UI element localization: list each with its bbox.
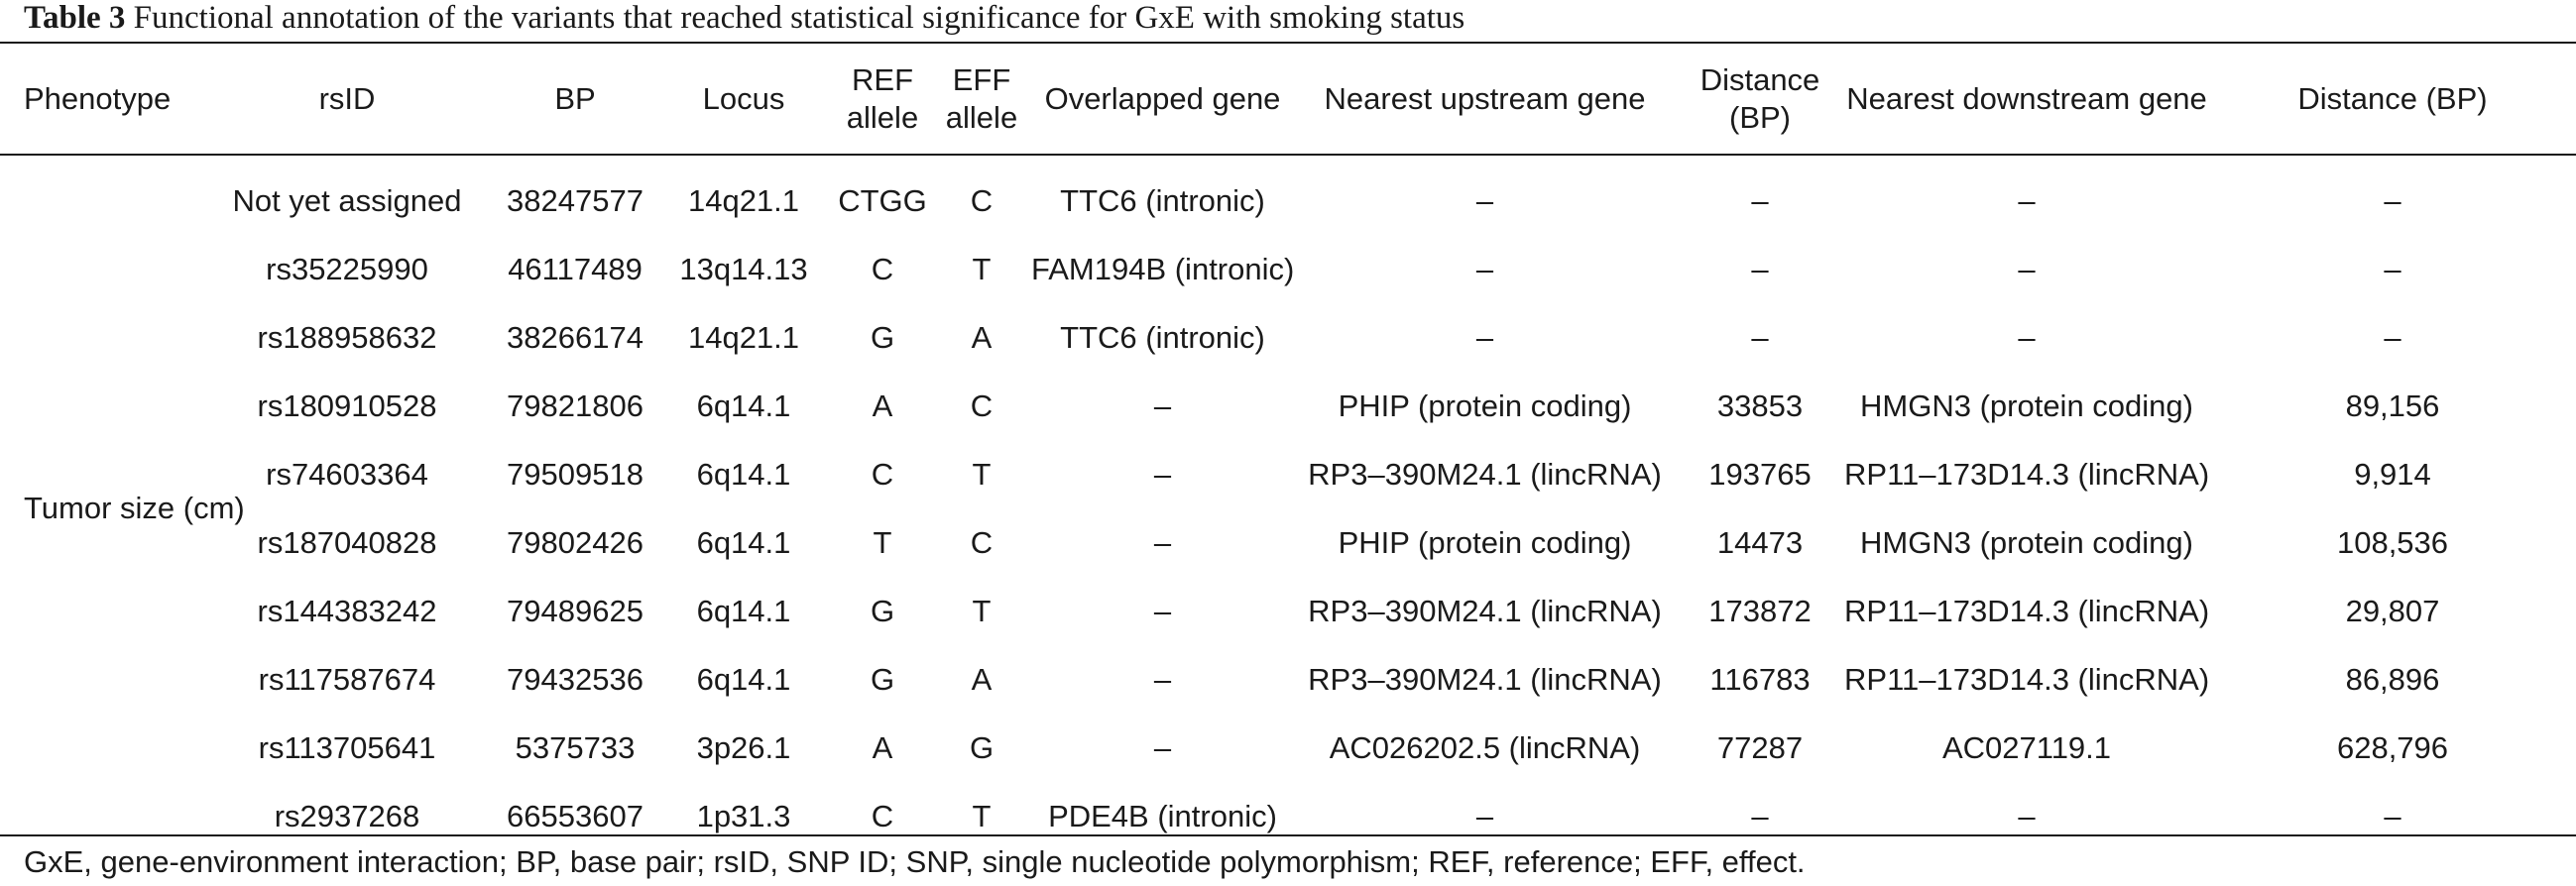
table-row bbox=[0, 782, 2576, 850]
cell-upstream-distance: 14473 bbox=[1716, 524, 1804, 560]
cell-eff-allele: A bbox=[971, 661, 993, 697]
cell-upstream-distance: 116783 bbox=[1709, 661, 1811, 697]
cell-upstream-distance: – bbox=[1751, 319, 1769, 355]
cell-locus: 6q14.1 bbox=[696, 661, 791, 697]
cell-ref-allele: A bbox=[872, 729, 893, 765]
cell-overlapped-gene: – bbox=[1153, 524, 1172, 560]
cell-downstream-gene: RP11–173D14.3 (lincRNA) bbox=[1844, 456, 2210, 492]
header-ref-allele: REF allele bbox=[846, 62, 919, 135]
header-overlapped-gene: Overlapped gene bbox=[1044, 81, 1281, 116]
cell-downstream-gene: – bbox=[2018, 251, 2036, 286]
cell-downstream-distance: 9,914 bbox=[2354, 456, 2431, 492]
cell-eff-allele: A bbox=[971, 319, 993, 355]
cell-rsid: rs144383242 bbox=[257, 593, 437, 628]
cell-ref-allele: C bbox=[871, 798, 894, 833]
cell-bp: 79802426 bbox=[507, 524, 644, 560]
cell-downstream-gene: – bbox=[2018, 798, 2036, 833]
cell-ref-allele: G bbox=[870, 593, 895, 628]
cell-overlapped-gene: – bbox=[1153, 388, 1172, 423]
table-caption bbox=[24, 0, 2562, 40]
cell-eff-allele: G bbox=[969, 729, 995, 765]
cell-locus: 14q21.1 bbox=[687, 182, 800, 218]
table-body bbox=[0, 153, 2576, 850]
cell-downstream-gene: – bbox=[2018, 319, 2036, 355]
table-row bbox=[0, 508, 2576, 577]
cell-bp: 79509518 bbox=[507, 456, 644, 492]
cell-upstream-gene: – bbox=[1475, 319, 1494, 355]
cell-eff-allele: T bbox=[972, 251, 992, 286]
header-phenotype: Phenotype bbox=[24, 81, 172, 116]
header-bp: BP bbox=[554, 81, 596, 116]
cell-ref-allele: CTGG bbox=[838, 182, 927, 218]
cell-rsid: rs74603364 bbox=[266, 456, 428, 492]
cell-upstream-gene: RP3–390M24.1 (lincRNA) bbox=[1308, 456, 1662, 492]
annotation-table bbox=[0, 46, 2576, 850]
cell-ref-allele: G bbox=[870, 661, 895, 697]
cell-downstream-distance: 628,796 bbox=[2336, 729, 2449, 765]
header-downstream-gene: Nearest downstream gene bbox=[1846, 81, 2207, 116]
cell-bp: 79432536 bbox=[507, 661, 644, 697]
cell-upstream-gene: AC026202.5 (lincRNA) bbox=[1329, 729, 1641, 765]
cell-rsid: rs2937268 bbox=[274, 798, 420, 833]
cell-downstream-distance: – bbox=[2384, 182, 2401, 218]
table-row bbox=[0, 440, 2576, 508]
table-row bbox=[0, 645, 2576, 714]
cell-upstream-distance: 33853 bbox=[1716, 388, 1804, 423]
table-row bbox=[0, 303, 2576, 372]
cell-locus: 6q14.1 bbox=[696, 456, 791, 492]
cell-eff-allele: C bbox=[970, 388, 994, 423]
header-upstream-distance: Distance (BP) bbox=[1699, 62, 1820, 135]
cell-downstream-gene: RP11–173D14.3 (lincRNA) bbox=[1844, 593, 2210, 628]
cell-upstream-gene: RP3–390M24.1 (lincRNA) bbox=[1308, 661, 1662, 697]
cell-ref-allele: A bbox=[872, 388, 893, 423]
cell-bp: 38266174 bbox=[507, 319, 644, 355]
cell-downstream-distance: – bbox=[2384, 798, 2401, 833]
header-locus: Locus bbox=[702, 81, 785, 116]
cell-upstream-distance: – bbox=[1751, 798, 1769, 833]
cell-rsid: rs117587674 bbox=[258, 661, 436, 697]
cell-ref-allele: G bbox=[870, 319, 895, 355]
cell-downstream-distance: 29,807 bbox=[2345, 593, 2440, 628]
table-row bbox=[0, 714, 2576, 782]
table-row bbox=[0, 577, 2576, 645]
cell-rsid: rs113705641 bbox=[258, 729, 436, 765]
cell-overlapped-gene: TTC6 (intronic) bbox=[1060, 182, 1265, 218]
cell-rsid: Not yet assigned bbox=[232, 182, 462, 218]
cell-downstream-distance: – bbox=[2384, 319, 2401, 355]
cell-overlapped-gene: – bbox=[1153, 661, 1172, 697]
table-title: Functional annotation of the variants that reached statistical significance for GxE with smoking status bbox=[125, 0, 1465, 36]
cell-eff-allele: T bbox=[972, 593, 992, 628]
cell-rsid: rs180910528 bbox=[257, 388, 437, 423]
cell-overlapped-gene: – bbox=[1153, 593, 1172, 628]
cell-bp: 46117489 bbox=[508, 251, 643, 286]
cell-overlapped-gene: TTC6 (intronic) bbox=[1060, 319, 1265, 355]
cell-bp: 5375733 bbox=[515, 729, 636, 765]
cell-eff-allele: T bbox=[972, 456, 992, 492]
cell-overlapped-gene: FAM194B (intronic) bbox=[1031, 251, 1295, 286]
table-row bbox=[0, 372, 2576, 440]
cell-upstream-gene: – bbox=[1475, 182, 1494, 218]
cell-downstream-distance: 86,896 bbox=[2345, 661, 2440, 697]
cell-locus: 6q14.1 bbox=[696, 524, 791, 560]
cell-eff-allele: T bbox=[972, 798, 992, 833]
header-eff-allele: EFF allele bbox=[945, 62, 1018, 135]
cell-upstream-distance: – bbox=[1751, 182, 1769, 218]
cell-locus: 14q21.1 bbox=[687, 319, 800, 355]
cell-bp: 79489625 bbox=[507, 593, 644, 628]
cell-locus: 1p31.3 bbox=[696, 798, 791, 833]
cell-downstream-distance: 89,156 bbox=[2345, 388, 2440, 423]
cell-upstream-gene: – bbox=[1475, 798, 1494, 833]
cell-downstream-gene: – bbox=[2018, 182, 2036, 218]
cell-overlapped-gene: – bbox=[1153, 729, 1172, 765]
cell-locus: 3p26.1 bbox=[696, 729, 791, 765]
cell-downstream-distance: 108,536 bbox=[2336, 524, 2449, 560]
cell-ref-allele: C bbox=[871, 251, 894, 286]
cell-downstream-distance: – bbox=[2384, 251, 2401, 286]
cell-rsid: rs187040828 bbox=[257, 524, 437, 560]
table-row bbox=[0, 153, 2576, 235]
cell-downstream-gene: HMGN3 (protein coding) bbox=[1860, 388, 2193, 423]
cell-ref-allele: C bbox=[871, 456, 894, 492]
table-footnote: GxE, gene-environment interaction; BP, base pair; rsID, SNP ID; SNP, single nucleotide polymorphism; REF, reference; EFF, effect. bbox=[24, 844, 1806, 879]
header-row bbox=[0, 46, 2576, 153]
cell-overlapped-gene: – bbox=[1153, 456, 1172, 492]
top-rule bbox=[0, 42, 2576, 44]
cell-downstream-gene: AC027119.1 bbox=[1941, 729, 2112, 765]
cell-bp: 38247577 bbox=[507, 182, 644, 218]
table-row bbox=[0, 235, 2576, 303]
phenotype-cell: Tumor size (cm) bbox=[24, 491, 245, 525]
cell-rsid: rs35225990 bbox=[266, 251, 428, 286]
cell-bp: 66553607 bbox=[507, 798, 644, 833]
header-rsid: rsID bbox=[318, 81, 376, 116]
cell-bp: 79821806 bbox=[507, 388, 644, 423]
cell-locus: 13q14.13 bbox=[679, 251, 808, 286]
cell-downstream-gene: RP11–173D14.3 (lincRNA) bbox=[1844, 661, 2210, 697]
table-label: Table 3 bbox=[24, 0, 126, 36]
header-downstream-distance: Distance (BP) bbox=[2297, 81, 2488, 116]
cell-upstream-distance: 77287 bbox=[1716, 729, 1804, 765]
cell-downstream-gene: HMGN3 (protein coding) bbox=[1860, 524, 2193, 560]
cell-locus: 6q14.1 bbox=[696, 593, 791, 628]
cell-rsid: rs188958632 bbox=[257, 319, 437, 355]
cell-upstream-gene: PHIP (protein coding) bbox=[1338, 524, 1632, 560]
cell-ref-allele: T bbox=[873, 524, 892, 560]
cell-upstream-gene: PHIP (protein coding) bbox=[1338, 388, 1632, 423]
cell-upstream-distance: 193765 bbox=[1708, 456, 1812, 492]
cell-upstream-distance: – bbox=[1751, 251, 1769, 286]
cell-upstream-distance: 173872 bbox=[1708, 593, 1812, 628]
cell-upstream-gene: – bbox=[1475, 251, 1494, 286]
cell-upstream-gene: RP3–390M24.1 (lincRNA) bbox=[1308, 593, 1662, 628]
header-upstream-gene: Nearest upstream gene bbox=[1324, 81, 1646, 116]
cell-overlapped-gene: PDE4B (intronic) bbox=[1048, 798, 1277, 833]
cell-eff-allele: C bbox=[970, 524, 994, 560]
cell-locus: 6q14.1 bbox=[696, 388, 791, 423]
cell-eff-allele: C bbox=[970, 182, 994, 218]
